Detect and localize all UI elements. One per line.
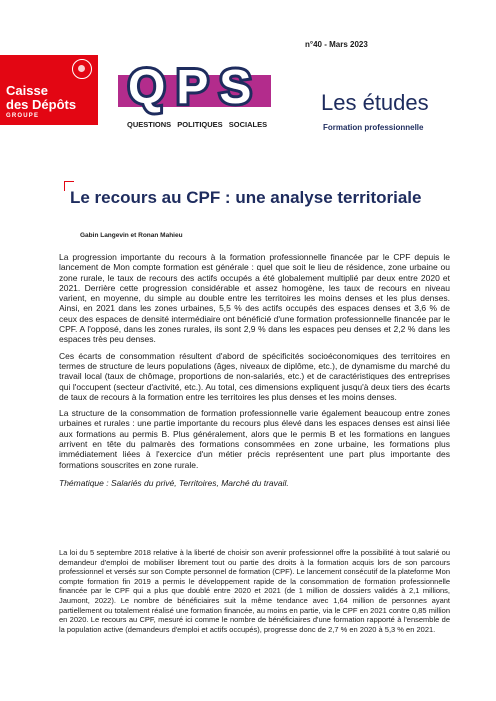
logo-group: GROUPE: [6, 113, 40, 119]
caisse-des-depots-logo: [0, 55, 98, 125]
qps-subtitle: QUESTIONS POLITIQUES SOCIALES: [127, 120, 268, 129]
qps-logo-letters: QPS: [128, 61, 263, 114]
series-title: Les études: [321, 90, 429, 115]
abstract-paragraph: La structure de la consommation de formation professionnelle varie également beaucoup entre zones urbaines et rurales : une partie importante du recours plus élevé dans les espaces denses est ainsi liée aux formations au permis B. Plus généralement, alors que le permis B et les formations en langues arrivent en tête du palmarès des formations consommées en zone urbaine, les formations plus immédiatement liées à l'exercice d'un métier précis représentent une part plus importante des formations souscrites en zone rurale.: [59, 408, 450, 470]
emblem-icon: [72, 59, 92, 79]
body-paragraph: La loi du 5 septembre 2018 relative à la liberté de choisir son avenir professionnel offre la possibilité à tout salarié ou demandeur d'emploi de mobiliser librement tout ou partie des droits à la formation acquis lors de son parcours professionnel et versés sur son Compte personnel de formation (CPF). Le lancement consécutif de la plateforme Mon compte formation fin 2019 a permis le développement rapide de la consommation de formation professionnelle financée par le CPF qui a plus que doublé entre 2020 et 2021 (de 1 million de dossiers validés à 2,1 millions, Jaumont, 2022). Le nombre de bénéficiaires suit la même tendance avec 1,64 million de personnes ayant partiellement ou totalement réalisé une formation financée, au moins en partie, via le CPF en 2021 contre 0,85 million en 2020. Le recours au CPF, mesuré ici comme le nombre de bénéficiaires d'une formation rapporté à l'ensemble de la population active (demandeurs d'emploi et actifs occupés), progresse donc de 2,7 % en 2020 à 5,3 % en 2021.: [59, 548, 450, 634]
logo-line2: des Dépôts: [6, 97, 77, 112]
article-title: Le recours au CPF : une analyse territoriale: [70, 188, 422, 207]
article-authors: Gabin Langevin et Ronan Mahieu: [80, 232, 183, 239]
series-subtitle: Formation professionnelle: [323, 123, 424, 132]
logo-line1: Caisse: [6, 83, 48, 98]
abstract-paragraph: Ces écarts de consommation résultent d'abord de spécificités socioéconomiques des territoires en termes de structure de leurs populations (âges, niveaux de diplôme, etc.), de dynamisme du marché du travail local (taux de chômage, proportions de non-salariés, etc.) et de caractéristiques des entreprises qui l'occupent (secteur d'activité, etc.). Au total, ces dimensions expliquent jusqu'à deux tiers des écarts de taux de recours à la formation entre les territoires les plus denses et les moins denses.: [59, 350, 450, 402]
body-text: [59, 548, 450, 634]
abstract: [59, 252, 450, 494]
abstract-theme: Thématique : Salariés du privé, Territoires, Marché du travail.: [59, 477, 289, 488]
issue-number: n°40 - Mars 2023: [305, 40, 368, 49]
abstract-paragraph: La progression importante du recours à la formation professionnelle financée par le CPF depuis le lancement de Mon compte formation est générale : quel que soit le lieu de résidence, zone urbaine ou zone rurale, le taux de recours des actifs occupés a été globalement multiplié par deux entre 2020 et 2021. Derrière cette progression considérable et assez homogène, les taux de recours en niveau varient, en moyenne, du simple au double entre les territoires les moins denses et les plus denses. Ainsi, en 2021 dans les zones urbaines, 5,5 % des actifs occupés des espaces denses et 3,6 % de ceux des espaces de densité intermédiaire ont bénéficié d'une formation professionnelle financée par le CPF. A l'opposé, dans les zones rurales, ils sont 2,9 % dans les espaces peu denses et 2,2 % dans les espaces très peu denses.: [59, 252, 450, 345]
